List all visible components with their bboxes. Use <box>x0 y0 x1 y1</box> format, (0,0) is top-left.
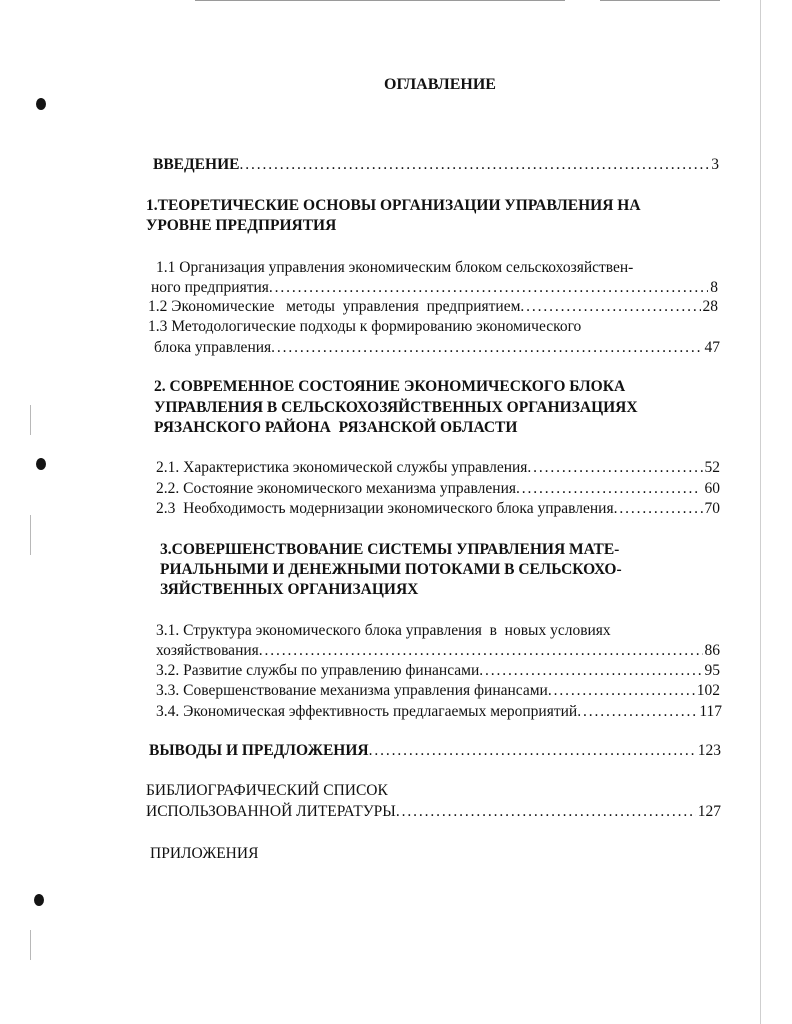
toc-dot-leader <box>259 642 703 660</box>
toc-entry-1-2 <box>148 298 718 316</box>
toc-entry-label: хозяйствования <box>156 642 259 659</box>
toc-dot-leader <box>269 279 708 297</box>
chapter-2-heading-line-2: УПРАВЛЕНИЯ В СЕЛЬСКОХОЗЯЙСТВЕННЫХ ОРГАНИЗАЦИЯХ <box>154 399 638 416</box>
toc-entry-1-3 <box>154 339 720 357</box>
toc-entry-3-3 <box>156 682 720 700</box>
toc-page-number: 95 <box>704 662 720 679</box>
toc-entry-3-1 <box>156 642 720 660</box>
chapter-2-heading-line-1: 2. СОВРЕМЕННОЕ СОСТОЯНИЕ ЭКОНОМИЧЕСКОГО БЛОКА <box>154 378 626 395</box>
toc-dot-leader <box>548 682 695 700</box>
chapter-3-heading-line-1: 3.СОВЕРШЕНСТВОВАНИЕ СИСТЕМЫ УПРАВЛЕНИЯ МАТЕ- <box>160 541 620 558</box>
toc-entry-label: ВВЕДЕНИЕ <box>153 156 240 173</box>
toc-entry-label: ВЫВОДЫ И ПРЕДЛОЖЕНИЯ <box>149 742 369 759</box>
toc-entry-label: 1.2 Экономические методы управления предприятием <box>148 298 521 315</box>
toc-entry-bibliography <box>146 803 721 821</box>
toc-page-number: 127 <box>697 803 721 820</box>
toc-dot-leader <box>479 662 702 680</box>
toc-page-number: 70 <box>704 500 720 517</box>
toc-page-number: 123 <box>697 742 721 759</box>
toc-entry-2-2 <box>156 480 720 498</box>
toc-dot-leader <box>369 742 696 760</box>
toc-entry-label: 3.4. Экономическая эффективность предлагаемых мероприятий <box>156 703 578 720</box>
toc-entry-label: 2.1. Характеристика экономической службы управления <box>156 459 528 476</box>
scan-edge-top-2 <box>600 0 720 1</box>
toc-page-number: 8 <box>710 279 718 296</box>
toc-dot-leader <box>614 500 703 518</box>
toc-entry-conclusions <box>149 742 721 760</box>
chapter-3-heading-line-3: ЗЯЙСТВЕННЫХ ОРГАНИЗАЦИЯХ <box>160 581 419 598</box>
chapter-2-heading-line-3: РЯЗАНСКОГО РАЙОНА РЯЗАНСКОЙ ОБЛАСТИ <box>154 419 518 436</box>
toc-entry-1-1 <box>151 279 718 297</box>
toc-entry-label: 2.3 Необходимость модернизации экономического блока управления <box>156 500 614 517</box>
toc-entry-3-4 <box>156 703 722 721</box>
scan-mark-left-1 <box>30 405 31 435</box>
toc-entry-appendix: ПРИЛОЖЕНИЯ <box>150 845 259 862</box>
toc-page-number: 117 <box>699 703 722 720</box>
section-1-1-line-1: 1.1 Организация управления экономическим блоком сельскохозяйствен- <box>156 259 634 276</box>
chapter-1-heading-line-1: 1.ТЕОРЕТИЧЕСКИЕ ОСНОВЫ ОРГАНИЗАЦИИ УПРАВЛЕНИЯ НА <box>146 197 641 214</box>
toc-dot-leader <box>520 298 700 316</box>
toc-entry-label: блока управления <box>154 339 272 356</box>
toc-page-number: 86 <box>704 642 720 659</box>
bibliography-line-1: БИБЛИОГРАФИЧЕСКИЙ СПИСОК <box>146 782 388 799</box>
punch-hole-3 <box>34 894 44 906</box>
toc-page-number: 60 <box>700 480 720 497</box>
toc-entry-label: 2.2. Состояние экономического механизма управления <box>156 480 516 497</box>
toc-entry-2-1 <box>156 459 720 477</box>
toc-entry-label: 3.3. Совершенствование механизма управления финансами <box>156 682 548 699</box>
toc-entry-2-3 <box>156 500 720 518</box>
scan-edge-top <box>195 0 565 1</box>
toc-dot-leader <box>577 703 697 721</box>
toc-page-number: 102 <box>696 682 720 699</box>
page-edge-right <box>760 0 761 1024</box>
section-1-3-line-1: 1.3 Методологические подходы к формированию экономического <box>148 318 582 335</box>
toc-dot-leader <box>527 459 702 477</box>
scan-mark-left-2 <box>30 515 31 555</box>
toc-dot-leader <box>239 156 709 174</box>
section-3-1-line-1: 3.1. Структура экономического блока управления в новых условиях <box>156 622 611 639</box>
toc-entry-label: ИСПОЛЬЗОВАННОЙ ЛИТЕРАТУРЫ <box>146 803 396 820</box>
punch-hole-2 <box>36 458 46 470</box>
toc-dot-leader <box>396 803 696 821</box>
chapter-3-heading-line-2: РИАЛЬНЫМИ И ДЕНЕЖНЫМИ ПОТОКАМИ В СЕЛЬСКОХО- <box>160 561 622 578</box>
toc-page-number: 47 <box>704 339 720 356</box>
toc-page-number: 52 <box>704 459 720 476</box>
page-title: ОГЛАВЛЕНИЕ <box>384 76 496 93</box>
toc-entry-label: ного предприятия <box>151 279 269 296</box>
toc-page-number: 28 <box>702 298 718 315</box>
toc-entry-label: 3.2. Развитие службы по управлению финансами <box>156 662 480 679</box>
toc-entry-3-2 <box>156 662 720 680</box>
scan-mark-left-3 <box>30 930 31 960</box>
toc-page-number: 3 <box>711 156 719 173</box>
punch-hole-1 <box>36 98 46 110</box>
chapter-1-heading-line-2: УРОВНЕ ПРЕДПРИЯТИЯ <box>146 217 337 234</box>
toc-dot-leader <box>516 480 699 498</box>
toc-dot-leader <box>271 339 702 357</box>
toc-entry-intro <box>153 156 719 174</box>
